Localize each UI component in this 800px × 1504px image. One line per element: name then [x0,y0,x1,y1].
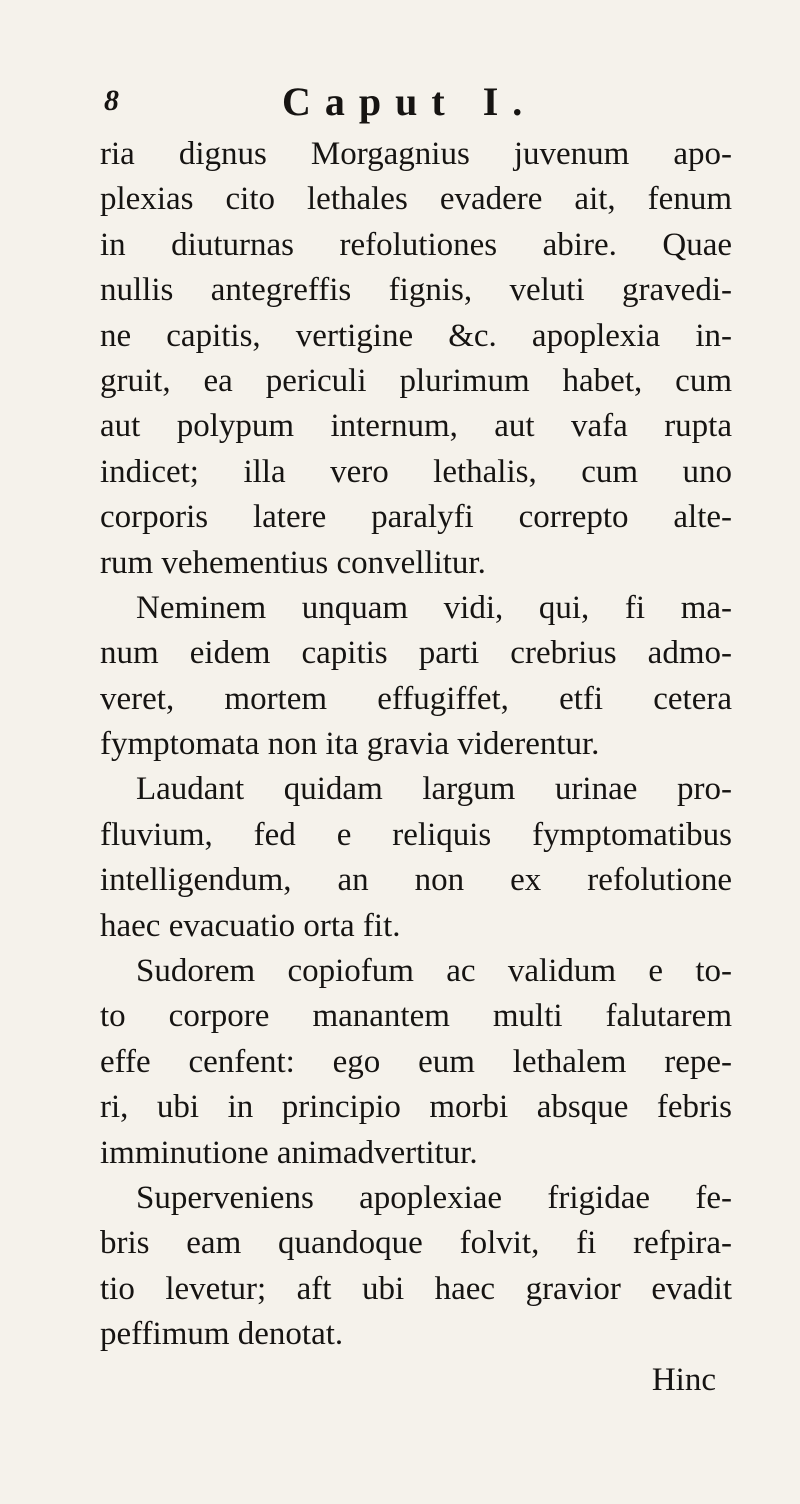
text-line: ne capitis, vertigine &c. apoplexia in- [100,317,732,354]
text-line: intelligendum, an non ex refolutione [100,862,732,899]
paragraph-end-line: peffimum denotat. [100,1316,344,1353]
paragraph-end-line: fymptomata non ita gravia viderentur. [100,726,600,763]
text-line: tio levetur; aft ubi haec gravior evadit [100,1270,732,1307]
text-line: ri, ubi in principio morbi absque febris [100,1089,732,1126]
text-line: corporis latere paralyfi correpto alte- [100,499,732,536]
paragraph-end-line: haec evacuatio orta fit. [100,907,401,944]
running-head [104,78,800,128]
text-line: to corpore manantem multi falutarem [100,998,732,1035]
chapter-heading: Caput I. [282,79,537,124]
text-line: fluvium, fed e reliquis fymptomatibus [100,816,732,853]
text-line: plexias cito lethales evadere ait, fenum [100,181,732,218]
page-number: 8 [104,84,119,117]
text-line: nullis antegreffis fignis, veluti gravedi- [100,272,732,309]
text-line: num eidem capitis parti crebrius admo- [100,635,732,672]
text-line: in diuturnas refolutiones abire. Quae [100,226,732,263]
paragraph-start-line: Laudant quidam largum urinae pro- [136,771,732,808]
text-line: veret, mortem effugiffet, etfi cetera [100,680,732,717]
text-line: aut polypum internum, aut vafa rupta [100,408,732,445]
paragraph-end-line: rum vehementius convellitur. [100,544,486,581]
paragraph-start-line: Sudorem copiofum ac validum e to- [136,953,732,990]
paragraph-end-line: imminutione animadvertitur. [100,1134,478,1171]
paragraph-start-line: Superveniens apoplexiae frigidae fe- [136,1179,732,1216]
body-text [100,132,732,1403]
text-line: gruit, ea periculi plurimum habet, cum [100,362,732,399]
paragraph-start-line: Neminem unquam vidi, qui, fi ma- [136,589,732,626]
catchword: Hinc [651,1361,716,1398]
text-line: bris eam quandoque folvit, fi refpira- [100,1225,732,1262]
text-line: effe cenfent: ego eum lethalem repe- [100,1043,732,1080]
text-line: ria dignus Morgagnius juvenum apo- [100,136,732,172]
text-line: indicet; illa vero lethalis, cum uno [100,453,732,490]
